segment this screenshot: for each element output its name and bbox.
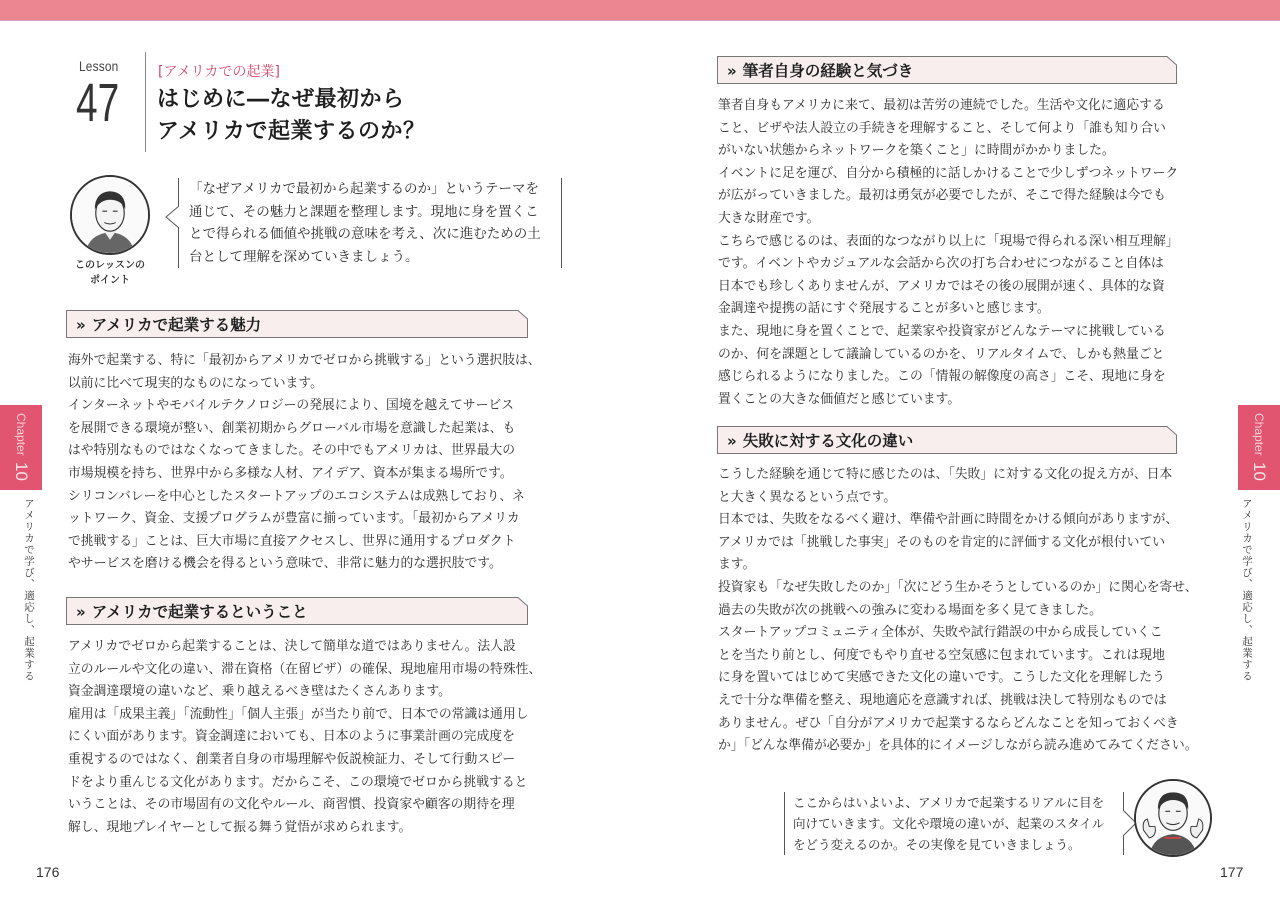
lesson-number: 47 <box>76 73 120 133</box>
body-line: 置くことの大きな価値だと感じています。 <box>718 391 961 407</box>
outro-speech-bubble <box>784 792 1124 855</box>
chevron-right-icon: » <box>727 62 737 80</box>
section-body <box>68 636 541 839</box>
intro-speech-bubble <box>178 178 562 268</box>
body-line: と大きく異なるという点です。 <box>718 489 897 505</box>
chevron-right-icon: » <box>76 316 86 334</box>
body-line: ありません。ぜひ「自分がアメリカで起業するならどんなことを知っておくべき <box>718 715 1179 731</box>
body-line: 立のルールや文化の違い、滞在資格（在留ビザ）の確保、現地雇用市場の特殊性、 <box>68 661 542 677</box>
section-heading <box>717 426 1177 454</box>
lesson-label: Lesson <box>79 58 119 74</box>
bubble-line: ここからはいよいよ、アメリカで起業するリアルに目を <box>793 795 1105 810</box>
body-line: こちらで感じるのは、表面的なつながり以上に「現場で得られる深い相互理解」 <box>718 233 1179 249</box>
body-line: いうことは、その市場固有の文化やルール、商習慣、投資家や顧客の期待を理 <box>68 797 515 813</box>
section-heading-text: アメリカで起業する魅力 <box>91 316 262 334</box>
body-line: 筆者自身もアメリカに来て、最初は苦労の連続でした。生活や文化に適応する <box>718 98 1165 113</box>
body-line: 金調達や提携の話にすぐ発展することが多いと感じます。 <box>718 301 1050 317</box>
body-line: 投資家も「なぜ失敗したのか」「次にどう生かそうとしているのか」に関心を寄せ、 <box>718 579 1198 595</box>
point-label-line: ポイント <box>90 275 130 286</box>
lesson-title-line: アメリカで起業するのか？ <box>157 119 426 144</box>
title-divider <box>145 52 146 152</box>
bubble-pointer-icon <box>165 206 179 228</box>
body-line: アメリカでは「挑戦した事実」そのものを肯定的に評価する文化が根付いてい <box>718 534 1165 550</box>
body-line: 解し、現地プレイヤーとして振る舞う覚悟が求められます。 <box>68 819 412 835</box>
body-line: やサービスを磨ける機会を得るという意味で、非常に魅力的な選択肢です。 <box>68 556 502 572</box>
section-body <box>718 464 1198 758</box>
page-number-right: 177 <box>1220 864 1244 880</box>
section-heading <box>717 56 1177 84</box>
author-avatar-icon <box>70 175 150 255</box>
body-line: です。イベントやカジュアルな会話から次の打ち合わせにつながること自体は <box>718 256 1164 272</box>
body-line: アメリカでゼロから起業することは、決して簡単な道ではありません。法人設 <box>68 639 516 654</box>
body-line: 日本では、失敗をなるべく避け、準備や計画に時間をかける傾向がありますが、 <box>718 512 1179 528</box>
body-line: 市場規模を持ち、世界中から多様な人材、アイデア、資本が集まる場所です。 <box>68 465 513 481</box>
body-line: 海外で起業する、特に「最初からアメリカでゼロから挑戦する」という選択肢は、 <box>68 353 541 368</box>
point-label-line: このレッスンの <box>75 260 145 271</box>
body-line: ドをより重んじる文化があります。だからこそ、この環境でゼロから挑戦すると <box>68 774 528 790</box>
chapter-tab-left <box>0 405 42 490</box>
body-line: はや特別なものではなくなってきました。その中でもアメリカは、世界最大の <box>68 443 515 459</box>
section-heading-text: アメリカで起業するということ <box>91 603 308 621</box>
body-line: がいない状態からネットワークを築くこと」に時間がかかりました。 <box>718 143 1115 159</box>
body-line: インターネットやモバイルテクノロジーの発展により、国境を越えてサービス <box>68 398 514 414</box>
body-line: ットワーク、資金、支援プログラムが豊富に揃っています。「最初からアメリカ <box>68 511 520 527</box>
body-line: 大きな財産です。 <box>718 210 820 226</box>
body-line: 過去の失敗が次の挑戦への強みに変わる場面を多く見てきました。 <box>718 602 1102 618</box>
body-line: えで十分な準備を整え、現地適応を意識すれば、挑戦は決して特別なものでは <box>718 692 1167 708</box>
body-line: 感じられるようになりました。この「情報の解像度の高さ」こそ、現地に身を <box>718 369 1166 385</box>
chapter-number: 10 <box>1250 461 1269 481</box>
lesson-category: [アメリカでの起業] <box>158 64 280 80</box>
body-line: とを当たり前とし、何度でもやり直せる空気感に包まれています。これは現地 <box>718 647 1165 663</box>
body-line: で挑戦する」ことは、巨大市場に直接アクセスし、世界に通用するプロダクト <box>68 533 516 549</box>
chapter-number: 10 <box>12 461 31 481</box>
chevron-right-icon: » <box>76 603 86 621</box>
lesson-title <box>157 84 425 148</box>
page-number-left: 176 <box>36 864 60 880</box>
bubble-line: をどう変えるのか。その実像を見ていきましょう。 <box>793 837 1081 852</box>
section-body <box>718 95 1179 411</box>
body-line: シリコンバレーを中心としたスタートアップのエコシステムは成熟しており、ネ <box>68 488 525 504</box>
chapter-label: Chapter <box>1252 413 1266 456</box>
section-heading <box>66 310 528 338</box>
body-line: にくい面があります。資金調達においても、日本のように事業計画の完成度を <box>68 729 515 745</box>
bubble-line: 「なぜアメリカで最初から起業するのか」というテーマを <box>189 181 540 197</box>
bubble-line: 通じて、その魅力と課題を整理します。現地に身を置くこ <box>189 203 539 220</box>
body-line: 雇用は「成果主義」「流動性」「個人主張」が当たり前で、日本での常識は通用し <box>68 706 529 722</box>
body-line: を展開できる環境が整い、創業初期からグローバル市場を意識した起業は、も <box>68 420 516 436</box>
body-line: 以前に比べて現実的なものになっています。 <box>68 375 323 391</box>
body-line: のか、何を課題として議論しているのかを、リアルタイムで、しかも熱量ごと <box>718 346 1165 362</box>
body-line: に身を置いてはじめて実感できた文化の違いです。こうした文化を理解したう <box>718 670 1165 686</box>
body-line: か」「どんな準備が必要か」を具体的にイメージしながら読み進めてみてください。 <box>718 738 1198 754</box>
chapter-tab-right <box>1238 405 1280 490</box>
author-thumbs-up-avatar-icon <box>1134 779 1212 857</box>
lesson-title-line: はじめに―なぜ最初から <box>157 87 405 112</box>
body-line: ます。 <box>718 557 756 573</box>
body-line: こうした経験を通じて特に感じたのは、「失敗」に対する文化の捉え方が、日本 <box>718 467 1173 482</box>
body-line: また、現地に身を置くことで、起業家や投資家がどんなテーマに挑戦している <box>718 323 1166 339</box>
body-line: 資金調達環境の違いなど、乗り越えるべき壁はたくさんあります。 <box>68 684 451 700</box>
bubble-line: 向けていきます。文化や環境の違いが、起業のスタイル <box>793 816 1105 831</box>
section-heading-text: 筆者自身の経験と気づき <box>742 62 914 80</box>
section-heading <box>66 597 528 625</box>
chapter-label: Chapter <box>14 413 28 456</box>
body-line: こと、ビザや法人設立の手続きを理解すること、そして何より「誰も知り合い <box>718 120 1166 136</box>
body-line: が広がっていきました。最初は勇気が必要でしたが、そこで得た経験は今でも <box>718 188 1166 204</box>
section-heading-text: 失敗に対する文化の違い <box>742 432 914 450</box>
bubble-line: とで得られる価値や挑戦の意味を考え、次に進むための土 <box>189 226 541 242</box>
chapter-title-right: アメリカで学び、適応し、起業する <box>1241 498 1253 682</box>
top-color-band <box>0 0 1280 21</box>
chevron-right-icon: » <box>727 432 737 450</box>
bubble-line: 台として理解を深めていきましょう。 <box>189 248 419 265</box>
chapter-title-left: アメリカで学び、適応し、起業する <box>23 498 35 682</box>
lesson-point-label <box>66 258 154 288</box>
body-line: 重視するのではなく、創業者自身の市場理解や仮説検証力、そして行動スピー <box>68 751 516 767</box>
body-line: 日本でも珍しくありませんが、アメリカではその後の展開が速く、具体的な資 <box>718 278 1165 294</box>
section-body <box>68 350 541 576</box>
body-line: イベントに足を運び、自分から積極的に話しかけることで少しずつネットワーク <box>718 165 1179 181</box>
body-line: スタートアップコミュニティ全体が、失敗や試行錯誤の中から成長していくこ <box>718 625 1163 641</box>
